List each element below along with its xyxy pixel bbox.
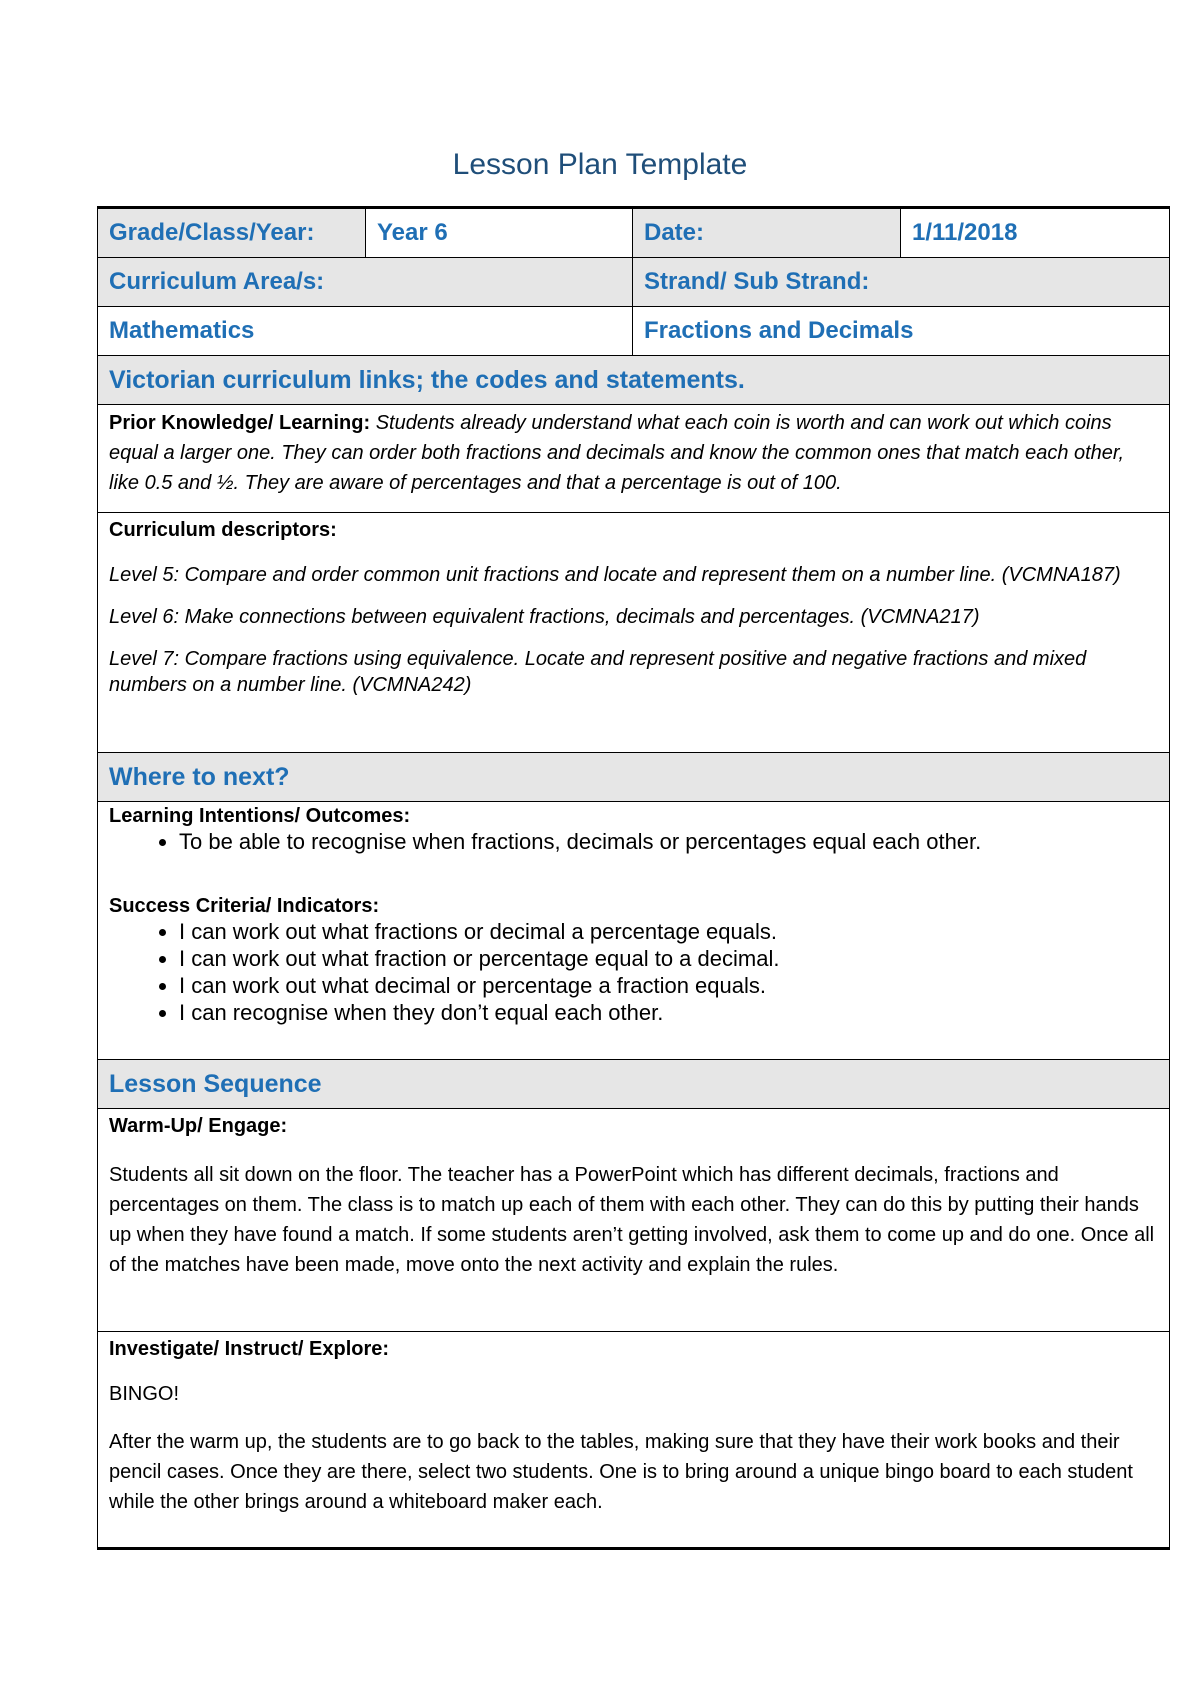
descriptor-level-5: Level 5: Compare and order common unit fractions and locate and represent them on a number line. (VCMNA187) xyxy=(109,564,1121,586)
where-next-heading: Where to next? xyxy=(98,753,1170,802)
intentions-cell xyxy=(98,802,1170,1060)
intentions-row xyxy=(98,802,1170,1060)
curriculum-descriptors-row xyxy=(98,513,1170,753)
descriptor-level-7: Level 7: Compare fractions using equivalence. Locate and represent positive and negative fractions and mixed numbers on a number line. (VCMNA242) xyxy=(109,648,1087,696)
list-item: • I can work out what fractions or decimal a percentage equals. xyxy=(179,918,1158,945)
investigate-cell xyxy=(98,1332,1170,1549)
prior-knowledge-label: Prior Knowledge/ Learning: xyxy=(109,412,371,434)
investigate-title: BINGO! xyxy=(109,1383,180,1405)
curriculum-links-heading-row xyxy=(98,356,1170,405)
grade-date-row xyxy=(98,208,1170,258)
investigate-label: Investigate/ Instruct/ Explore: xyxy=(109,1338,390,1360)
grade-label: Grade/Class/Year: xyxy=(98,208,366,258)
list-item: • To be able to recognise when fractions, decimals or percentages equal each other. xyxy=(179,828,1158,855)
warmup-cell xyxy=(98,1109,1170,1332)
curriculum-area-value: Mathematics xyxy=(98,307,633,356)
success-criteria-label: Success Criteria/ Indicators: xyxy=(109,895,380,917)
list-item: • I can work out what decimal or percentage a fraction equals. xyxy=(179,972,1158,999)
warmup-row xyxy=(98,1109,1170,1332)
where-next-heading-row xyxy=(98,753,1170,802)
prior-knowledge-cell xyxy=(98,405,1170,513)
prior-knowledge-row xyxy=(98,405,1170,513)
sequence-heading-row xyxy=(98,1060,1170,1109)
warmup-text: Students all sit down on the floor. The teacher has a PowerPoint which has different decimals, fractions and percentages on them. The class is to match up each of them with each other. They can do this by putting their hands up when they have found a match. If some students aren’t getting involved, ask them to come up and do one. Once all of the matches have been made, move onto the next activity and explain the rules. xyxy=(109,1164,1155,1276)
prior-knowledge-text: Students already understand what each coin is worth and can work out which coins equal a larger one. They can order both fractions and decimals and know the common ones that match each other, like 0.5 and ½. They are aware of percentages and that a percentage is out of 100. xyxy=(109,412,1125,494)
page-title: Lesson Plan Template xyxy=(452,148,748,181)
curriculum-descriptors-cell xyxy=(98,513,1170,753)
descriptor-level-6: Level 6: Make connections between equivalent fractions, decimals and percentages. (VCMNA217) xyxy=(109,606,980,628)
curriculum-links-heading: Victorian curriculum links; the codes and statements. xyxy=(98,356,1170,405)
curriculum-labels-row xyxy=(98,258,1170,307)
lesson-sequence-heading: Lesson Sequence xyxy=(98,1060,1170,1109)
curriculum-area-label: Curriculum Area/s: xyxy=(98,258,633,307)
strand-value: Fractions and Decimals xyxy=(633,307,1170,356)
investigate-text: After the warm up, the students are to go back to the tables, making sure that they have their work books and their pencil cases. Once they are there, select two students. One is to bring around a unique bingo board to each student while the other brings around a whiteboard maker each. xyxy=(109,1431,1133,1513)
strand-label: Strand/ Sub Strand: xyxy=(633,258,1170,307)
list-item: • I can recognise when they don’t equal each other. xyxy=(179,999,1158,1026)
investigate-row xyxy=(98,1332,1170,1549)
date-value: 1/11/2018 xyxy=(901,208,1170,258)
learning-intentions-list xyxy=(109,828,1158,855)
curriculum-values-row xyxy=(98,307,1170,356)
warmup-label: Warm-Up/ Engage: xyxy=(109,1115,288,1137)
success-criteria-list xyxy=(109,918,1158,1026)
lesson-plan-table xyxy=(97,206,1170,1550)
list-item: • I can work out what fraction or percentage equal to a decimal. xyxy=(179,945,1158,972)
curriculum-descriptors-label: Curriculum descriptors: xyxy=(109,519,337,541)
grade-value: Year 6 xyxy=(366,208,633,258)
learning-intentions-label: Learning Intentions/ Outcomes: xyxy=(109,805,411,827)
date-label: Date: xyxy=(633,208,901,258)
